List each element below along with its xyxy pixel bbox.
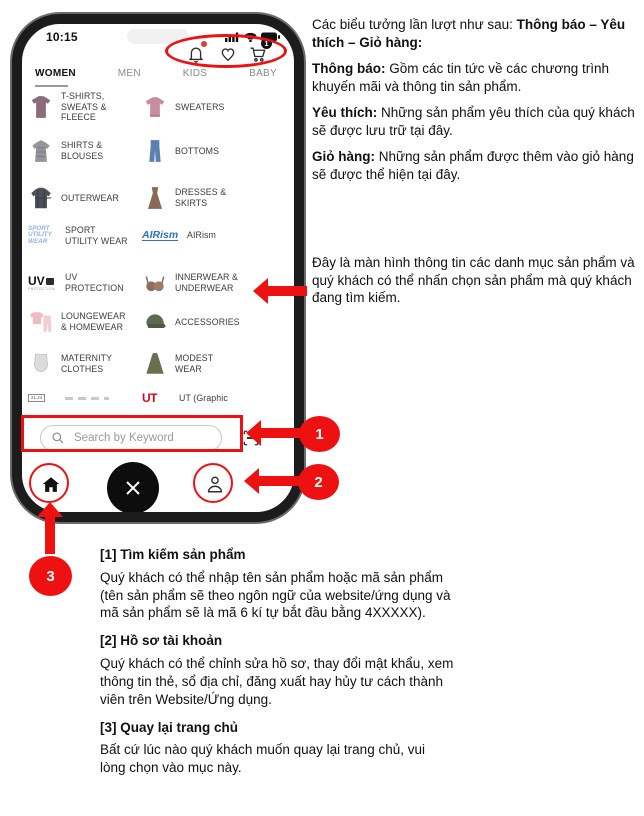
- tab-kids[interactable]: KIDS: [182, 68, 208, 79]
- scan-barcode-icon[interactable]: [242, 429, 260, 447]
- section-3-body: Bất cứ lúc nào quý khách muốn quay lại trang chủ, vui lòng chọn vào mục này.: [100, 742, 425, 776]
- category-screen-callout: Đây là màn hình thông tin các danh mục sản phẩm và quý khách có thể nhấn chọn sản phẩm mà quý khách đang tìm kiếm.: [312, 255, 635, 306]
- active-tab-underline: [35, 85, 68, 87]
- cart-paragraph: Giỏ hàng: Những sản phẩm được thêm vào giỏ hàng sẽ được thể hiện tại đây.: [312, 149, 634, 182]
- category-airism[interactable]: AIRism AIRism: [142, 228, 216, 241]
- annotation-badge-1: 1: [299, 416, 340, 452]
- category-sport-utility-wear[interactable]: SPORT UTILITY WEAR SPORT UTILITY WEAR: [28, 224, 128, 246]
- section-1-body: Quý khách có thể nhập tên sản phẩm hoặc mã sản phẩm (tên sản phẩm sẽ theo ngôn ngữ của website/ứng dụng và mã sản phẩm sẽ là mã 6 kí tự bắt đầu bằng 4XXXXX).: [100, 569, 451, 621]
- uv-protection-logo: UV PROTECTION: [28, 274, 55, 291]
- category-bottoms[interactable]: BOTTOMS: [142, 138, 292, 164]
- search-input[interactable]: [72, 431, 202, 445]
- cart-badge: 1: [261, 38, 272, 49]
- pajamas-icon: [28, 309, 54, 335]
- dynamic-island: [127, 29, 189, 44]
- section-2-body: Quý khách có thể chỉnh sửa hồ sơ, thay đổi mật khẩu, xem thông tin thẻ, sổ địa chỉ, đăng xuất hay hủy tư cách thành viên trên Website/Ứng dụng.: [100, 656, 454, 707]
- icons-description-block: [312, 16, 640, 192]
- notification-paragraph: Thông báo: Gồm các tin tức về các chương trình khuyến mãi và thông tin sản phẩm.: [312, 61, 609, 94]
- dress-icon: [142, 185, 168, 211]
- account-icon[interactable]: [204, 473, 226, 495]
- category-sweaters[interactable]: SWEATERS: [142, 91, 292, 123]
- jeans-icon: [142, 138, 168, 164]
- wishlist-paragraph: Yêu thích: Những sản phẩm yêu thích của quý khách sẽ được lưu trữ tại đây.: [312, 105, 635, 138]
- notification-dot: [201, 41, 207, 47]
- close-button[interactable]: [107, 462, 159, 514]
- cap-icon: [142, 309, 168, 335]
- section-1-heading: [1] Tìm kiếm sản phẩm: [100, 547, 246, 562]
- status-time: 10:15: [46, 30, 78, 44]
- category-uv-protection[interactable]: UV PROTECTION UV PROTECTION: [28, 272, 124, 293]
- home-icon[interactable]: [40, 474, 62, 496]
- search-icon: [51, 431, 65, 445]
- notifications-bell-icon[interactable]: [186, 44, 206, 64]
- search-field[interactable]: [40, 425, 222, 451]
- section-2-heading: [2] Hồ sơ tài khoản: [100, 633, 223, 649]
- coat-icon: [28, 185, 54, 211]
- faded-label: [65, 397, 109, 400]
- search-bar-area: [30, 421, 286, 455]
- category-loungewear-homewear[interactable]: LOUNGEWEAR & HOMEWEAR: [28, 309, 142, 335]
- category-ut-graphic[interactable]: UT UT (Graphic: [142, 391, 228, 405]
- ut-logo: UT: [142, 391, 157, 405]
- intro-paragraph: Các biểu tưởng lần lượt như sau: Thông báo – Yêu thích – Giỏ hàng:: [312, 17, 626, 50]
- category-partial-left[interactable]: [28, 392, 142, 404]
- category-dresses-skirts[interactable]: DRESSES & SKIRTS: [142, 185, 292, 211]
- sweater-icon: [142, 94, 168, 120]
- sport-utility-wear-logo: SPORT UTILITY WEAR: [28, 224, 52, 246]
- section-3-heading: [3] Quay lại trang chủ: [100, 719, 239, 735]
- category-shirts-blouses[interactable]: SHIRTS & BLOUSES: [28, 138, 142, 164]
- category-outerwear[interactable]: OUTERWEAR: [28, 185, 142, 211]
- signal-icon: [225, 32, 240, 42]
- category-tshirts[interactable]: T-SHIRTS, SWEATS & FLEECE: [28, 91, 142, 123]
- modest-wear-icon: [142, 351, 168, 377]
- blouse-icon: [28, 138, 54, 164]
- status-icons: [225, 32, 280, 42]
- close-icon: [124, 479, 142, 497]
- category-innerwear-underwear[interactable]: INNERWEAR & UNDERWEAR: [142, 270, 292, 296]
- annotation-badge-2: 2: [298, 464, 339, 500]
- wifi-icon: [244, 32, 257, 42]
- wishlist-heart-icon[interactable]: [218, 44, 238, 64]
- bottom-navigation: [22, 456, 294, 522]
- tab-baby[interactable]: BABY: [249, 68, 277, 79]
- bra-icon: [142, 270, 168, 296]
- gender-tabs: [35, 68, 277, 79]
- phone-mockup: [12, 14, 304, 522]
- tshirt-icon: [28, 94, 54, 120]
- category-modest-wear[interactable]: MODEST WEAR: [142, 351, 292, 377]
- category-accessories[interactable]: ACCESSORIES: [142, 309, 292, 335]
- app-screen: [22, 24, 294, 512]
- annotation-badge-3: 3: [29, 556, 72, 596]
- numbered-explanations: [100, 546, 454, 787]
- bodysuit-icon: [28, 351, 54, 377]
- category-maternity-clothes[interactable]: MATERNITY CLOTHES: [28, 351, 142, 377]
- tab-women[interactable]: WOMEN: [35, 68, 76, 79]
- tab-men[interactable]: MEN: [117, 68, 141, 79]
- partial-box-logo: 21.24: [28, 394, 58, 403]
- airism-logo: AIRism: [142, 228, 179, 241]
